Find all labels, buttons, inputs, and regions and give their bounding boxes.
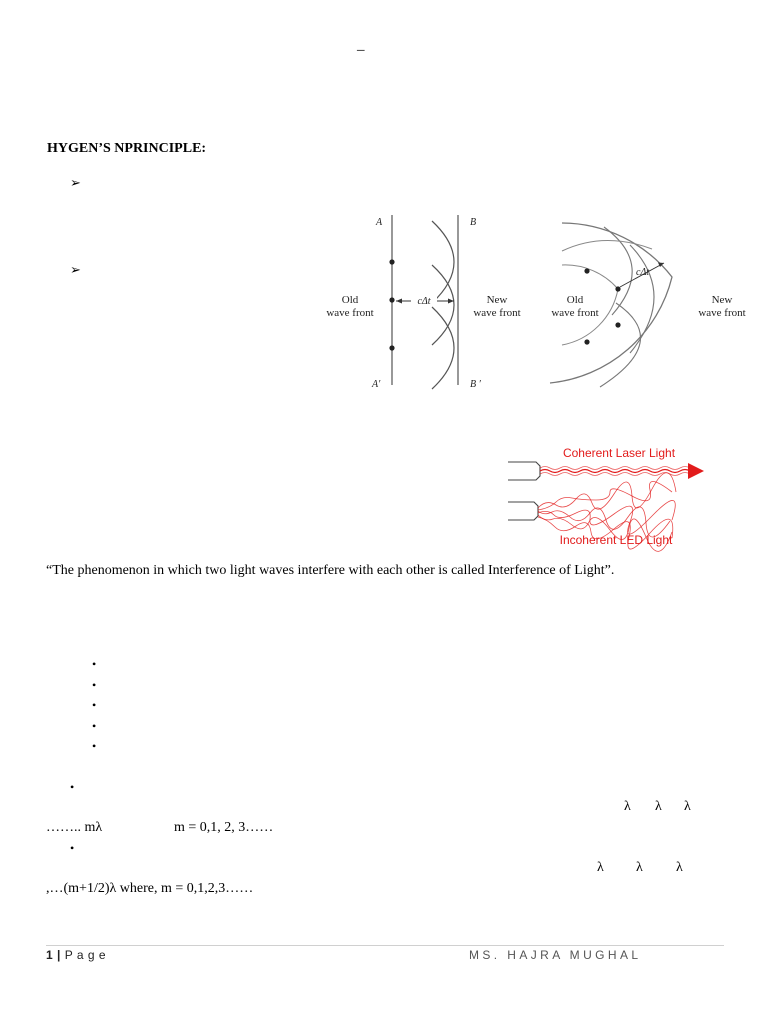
page-number-footer: [46, 948, 106, 962]
sphere-new-label-2: wave front: [698, 307, 746, 319]
interference-definition: “The phenomenon in which two light waves interfere with each other is called Interference of Light”.: [46, 563, 615, 578]
list-bullet-5: •: [92, 739, 97, 753]
sphere-old-label-1: Old: [566, 294, 584, 306]
lambda-symbol: λ: [597, 860, 604, 875]
sphere-wavelet-source-4: [584, 339, 589, 344]
wavelet-source-1: [389, 259, 394, 264]
coherent-arrow-head: [688, 463, 704, 479]
c-delta-t-label-sphere: cΔt: [636, 267, 650, 278]
wavelet-source-2: [389, 297, 394, 302]
footer-divider: [46, 945, 724, 946]
label-b: B: [470, 217, 477, 228]
huygens-wavefront-diagram: [300, 205, 760, 395]
header-dash: –: [357, 42, 365, 58]
incoherent-label: Incoherent LED Light: [559, 533, 673, 547]
label-a: A: [376, 217, 383, 228]
sphere-new-label-1: New: [711, 294, 733, 306]
led-source-icon: [508, 502, 538, 520]
label-a-prime: A′: [372, 379, 381, 390]
plane-old-label-2: wave front: [326, 307, 374, 319]
constructive-m-values: m = 0,1, 2, 3……: [174, 820, 274, 835]
incoherent-wave-1: [538, 473, 676, 510]
arrow-bullet-1: ➢: [70, 175, 81, 190]
condition-bullet-destructive: •: [70, 841, 75, 855]
sphere-wavelet-arc-3: [600, 303, 641, 387]
page-number: 1: [46, 948, 54, 962]
label-b-prime: B ′: [470, 379, 481, 390]
list-bullet-2: •: [92, 678, 97, 692]
wavelet-source-3: [389, 345, 394, 350]
plane-old-label-1: Old: [341, 294, 359, 306]
coherence-diagram: [500, 440, 715, 552]
list-bullet-3: •: [92, 698, 97, 712]
laser-source-icon: [508, 462, 540, 480]
section-title: HYGEN’S NPRINCIPLE:: [47, 141, 207, 156]
sphere-old-label-2: wave front: [551, 307, 599, 319]
destructive-sequence: ,…(m+1/2)λ where, m = 0,1,2,3……: [46, 881, 254, 896]
page-word: P a g e: [64, 948, 107, 962]
plane-new-label-2: wave front: [473, 307, 521, 319]
plane-new-label-1: New: [486, 294, 508, 306]
lambda-symbol: λ: [676, 860, 683, 875]
c-delta-t-label-plane: cΔt: [417, 296, 431, 307]
coherent-wave-1: [540, 470, 690, 473]
incoherent-wave-3: [538, 500, 675, 534]
list-bullet-1: •: [92, 657, 97, 671]
author-name: MS. HAJRA MUGHAL: [469, 948, 642, 962]
page-separator: |: [57, 948, 61, 962]
coherent-label: Coherent Laser Light: [562, 446, 676, 460]
constructive-sequence: …….. mλ: [46, 820, 103, 835]
lambda-symbol: λ: [636, 860, 643, 875]
lambda-symbol: λ: [624, 799, 631, 814]
arrow-bullet-2: ➢: [70, 262, 81, 277]
sphere-wavelet-source-1: [584, 268, 589, 273]
lambda-symbol: λ: [655, 799, 662, 814]
list-bullet-4: •: [92, 719, 97, 733]
sphere-wavelet-source-3: [615, 322, 620, 327]
sphere-wavelet-arc-2: [630, 245, 654, 353]
lambda-symbol: λ: [684, 799, 691, 814]
sphere-wavelet-source-2: [615, 286, 620, 291]
condition-bullet-constructive: •: [70, 780, 75, 794]
